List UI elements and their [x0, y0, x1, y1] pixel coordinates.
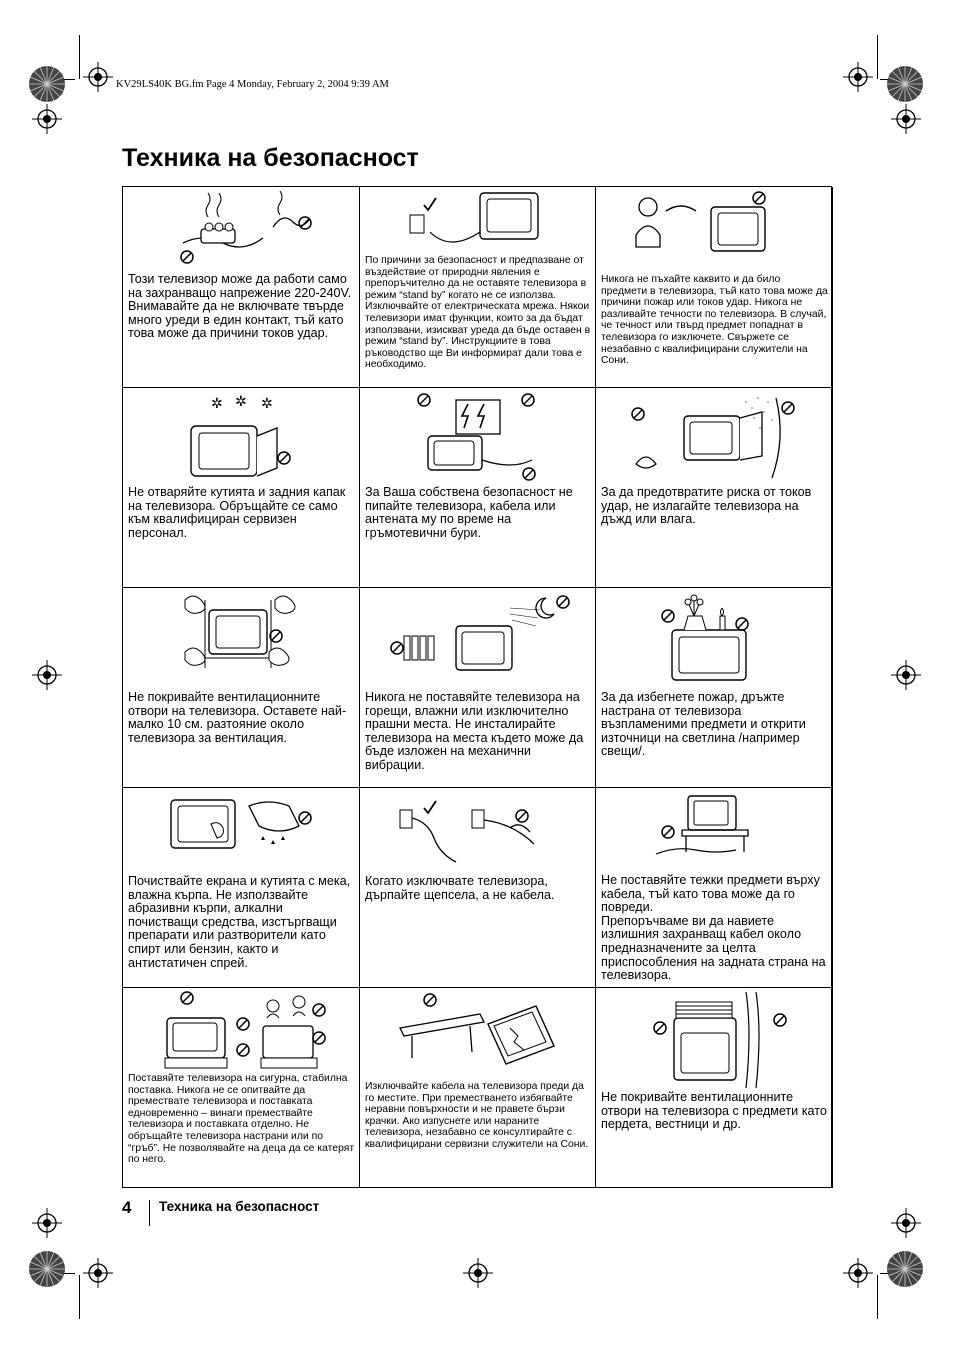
rain-moisture-illustration	[596, 388, 833, 484]
safety-cell	[360, 388, 596, 588]
file-info-header: KV29LS40K BG.fm Page 4 Monday, February 2, 2004 9:39 AM	[116, 79, 389, 90]
safety-cell	[123, 588, 360, 788]
pull-plug-illustration	[360, 788, 596, 868]
cell-text: Не покривайте вентилационните отвори на телевизора. Оставете най-малко 10 см. разтояние около телевизора за вентилация.	[128, 690, 347, 745]
cleaning-cloth-illustration	[123, 788, 360, 868]
registration-target-icon	[891, 1208, 921, 1238]
color-calibration-icon	[886, 1250, 924, 1288]
crop-mark	[877, 1275, 878, 1319]
svg-text:✲: ✲	[235, 394, 247, 410]
cell-text: Когато изключвате телевизора, дърпайте щепсела, а не кабела.	[365, 874, 555, 902]
cell-text: За Ваша собствена безопасност не пипайте телевизора, кабела или антената му по време на гръмотевични бури.	[365, 485, 573, 540]
cell-text: Не покривайте вентилационните отвори на телевизора с предмети като пердета, вестници и др.	[601, 1090, 827, 1132]
page-title: Техника на безопасност	[122, 144, 419, 172]
ventilation-space-illustration	[123, 588, 360, 684]
safety-cell	[596, 388, 833, 588]
safety-cell	[596, 187, 833, 388]
spark-icon: ✲	[211, 396, 223, 412]
registration-target-icon	[463, 1258, 493, 1288]
registration-target-icon	[32, 1208, 62, 1238]
unplug-tv-illustration	[360, 187, 596, 253]
registration-target-icon	[891, 660, 921, 690]
heavy-on-cable-illustration	[596, 788, 833, 868]
safety-cell	[360, 988, 596, 1188]
heat-sun-illustration	[360, 588, 596, 684]
safety-cell	[596, 588, 833, 788]
candle-flowers-illustration	[596, 588, 833, 684]
registration-target-icon	[843, 1258, 873, 1288]
page-number: 4	[122, 1198, 132, 1217]
svg-text:✲: ✲	[261, 396, 273, 412]
crop-mark	[877, 35, 878, 79]
registration-target-icon	[891, 104, 921, 134]
color-calibration-icon	[886, 65, 924, 103]
registration-target-icon	[83, 62, 113, 92]
cell-text: Никога не поставяйте телевизора на горещи, влажни или изключително прашни места. Не инсталирайте телевизора на места където може да бъде изложен на механични вибрации.	[365, 690, 584, 772]
stable-stand-illustration	[123, 988, 360, 1070]
color-calibration-icon	[28, 1250, 66, 1288]
safety-cell	[123, 788, 360, 988]
overloaded-outlet-illustration	[123, 187, 360, 269]
lightning-storm-illustration	[360, 388, 596, 484]
cell-text: За да избегнете пожар, дръжте настрана от телевизора възпламеними предмети и открити източници на светлина /например свещи/.	[601, 690, 806, 759]
safety-cell	[360, 588, 596, 788]
cell-text: Почиствайте екрана и кутията с мека, влажна кърпа. Не използвайте абразивни кърпи, алкални почистващи средства, изстъргващи препарати или разтворители като спирт или бензин, както и антистатичен спрей.	[128, 874, 351, 970]
registration-target-icon	[32, 660, 62, 690]
footer-divider	[149, 1200, 150, 1226]
registration-target-icon	[32, 104, 62, 134]
cell-text: Не отваряйте кутията и задния капак на телевизора. Обръщайте се само към квалифициран сервизен персонал.	[128, 485, 346, 540]
safety-cell	[123, 187, 360, 388]
registration-target-icon	[843, 62, 873, 92]
safety-cell	[596, 988, 833, 1188]
cell-text: Не поставяйте тежки предмети върху кабела, тъй като това може да го повреди. Препоръчваме ви да навиете излишния захранващ кабел около предназначените за целта приспособления на задната страна на телевизора.	[601, 873, 826, 983]
safety-grid	[122, 186, 832, 1188]
color-calibration-icon	[28, 65, 66, 103]
covered-vents-illustration	[596, 988, 833, 1088]
safety-cell	[360, 788, 596, 988]
cell-text: Изключвайте кабела на телевизора преди да го местите. При преместването избягвайте неравни повърхности и не правете бързи крачки. Ако изпуснете или нараните телевизора, незабавно се консултирайте с квалифицирани сервизни служители на Сони.	[365, 1081, 589, 1150]
cell-text: За да предотвратите риска от токов удар, не излагайте телевизора на дъжд или влага.	[601, 485, 812, 527]
crop-mark	[79, 35, 80, 79]
dropped-tv-illustration	[360, 988, 596, 1074]
open-cabinet-illustration	[123, 388, 360, 484]
cell-text: По причини за безопасност и предпазване от въздействие от природни явления е препоръчително да не оставяте телевизора в режим “stand by” когато не се използва. Изключвайте от електрическата мрежа. Някои телевизори имат функции, които за да бъдат използвани, изискват уреда да бъде оставен в режим “stand by”. Инструкциите в това ръководство ще Ви информират дали това е необходимо.	[365, 255, 591, 371]
cell-text: Този телевизор може да работи само на захранващо напрежение 220-240V. Внимавайте да не включвате твърде много уреди в един контакт, тъй като това може да причини токов удар.	[128, 272, 352, 341]
objects-in-tv-illustration	[596, 187, 833, 275]
cell-text: Никога не пъхайте каквито и да било предмети в телевизора, тъй като това може да причини пожар или токов удар. Никога не разливайте течности по телевизора. В случай, че течност или твърд предмет попаднат в телевизора го изключете. Свържете се незабавно с квалифицирани служители на Сони.	[601, 274, 828, 367]
safety-cell	[123, 388, 360, 588]
registration-target-icon	[83, 1258, 113, 1288]
crop-mark	[79, 1275, 80, 1319]
footer-section-title: Техника на безопасност	[159, 1199, 320, 1214]
cell-text: Поставяйте телевизора на сигурна, стабилна поставка. Никога не се опитвайте да премествате телевизора и поставката едновременно – винаги премествайте телевизора и поставката отделно. Не обръщайте телевизора настрани или по “гръб”. Не позволявайте на деца да се катерят по него.	[128, 1073, 355, 1166]
safety-cell	[360, 187, 596, 388]
safety-cell	[123, 988, 360, 1188]
safety-cell	[596, 788, 833, 988]
